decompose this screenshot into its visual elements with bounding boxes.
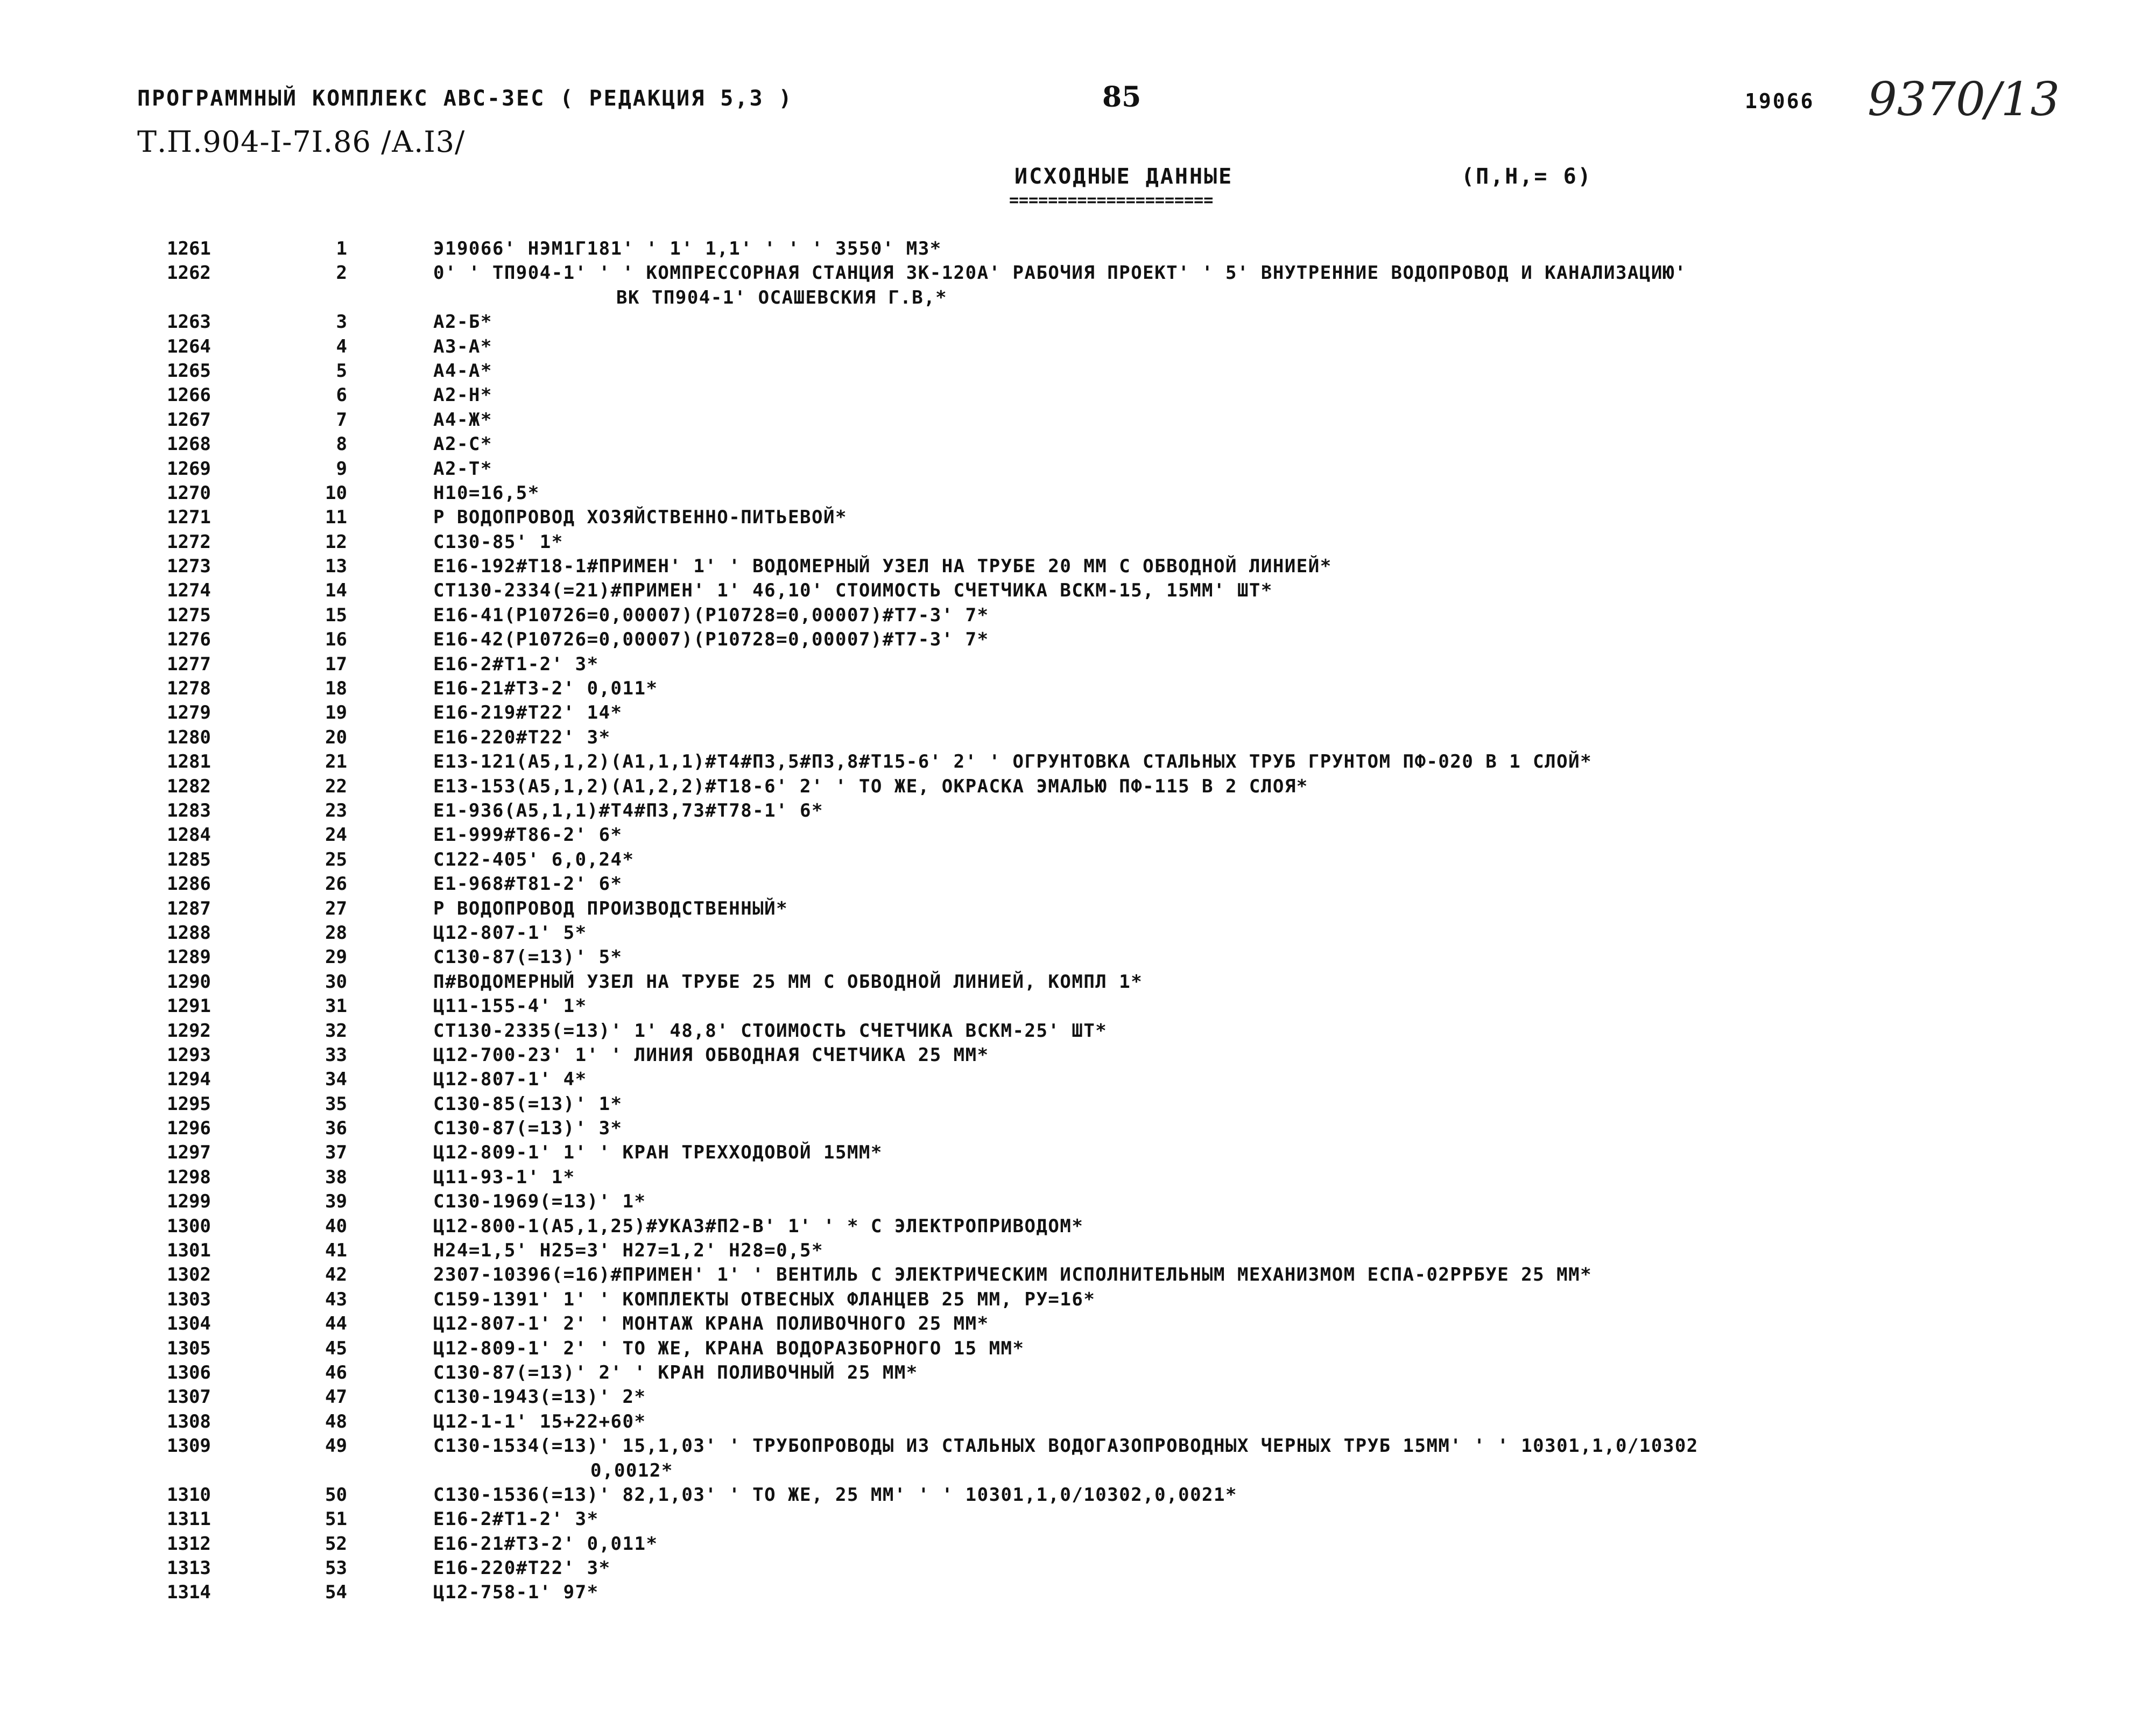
listing-row	[0, 652, 2156, 677]
item-index: 53	[325, 1557, 347, 1579]
item-index: 20	[325, 726, 347, 748]
item-index: 38	[325, 1166, 347, 1188]
listing-row	[0, 530, 2156, 554]
item-index: 32	[325, 1020, 347, 1042]
line-number: 1261	[167, 238, 211, 259]
listing-row	[0, 628, 2156, 652]
listing-row	[0, 726, 2156, 750]
item-index: 4	[336, 335, 347, 357]
record-text: Е16-21#Т3-2' 0,011*	[433, 1533, 658, 1555]
listing-row	[0, 872, 2156, 896]
listing-row	[0, 1019, 2156, 1043]
item-index: 42	[325, 1264, 347, 1286]
record-text: Ц11-155-4' 1*	[433, 995, 587, 1017]
line-number: 1305	[167, 1337, 211, 1359]
record-text: Е13-153(А5,1,2)(А1,2,2)#Т18-6' 2' ' ТО ЖЕ, ОКРАСКА ЭМАЛЬЮ ПФ-115 В 2 СЛОЯ*	[433, 775, 1308, 797]
line-number: 1275	[167, 604, 211, 626]
item-index: 27	[325, 897, 347, 919]
item-index: 19	[325, 702, 347, 724]
listing-row	[0, 1067, 2156, 1092]
item-index: 6	[336, 384, 347, 406]
item-index: 17	[325, 653, 347, 675]
item-index: 35	[325, 1093, 347, 1115]
record-text: Е16-192#Т18-1#ПРИМЕН' 1' ' ВОДОМЕРНЫЙ УЗЕЛ НА ТРУБЕ 20 ММ С ОБВОДНОЙ ЛИНИЕЙ*	[433, 556, 1332, 578]
item-index: 37	[325, 1142, 347, 1164]
item-index: 52	[325, 1533, 347, 1555]
record-text: Ц12-758-1' 97*	[433, 1582, 599, 1604]
item-index: 30	[325, 971, 347, 993]
line-number: 1273	[167, 556, 211, 578]
record-text: А4-Ж*	[433, 409, 492, 431]
item-index: 29	[325, 946, 347, 968]
item-index: 1	[336, 238, 347, 259]
line-number: 1288	[167, 922, 211, 944]
listing-row	[0, 432, 2156, 456]
listing-row	[0, 1165, 2156, 1190]
listing-row	[0, 1239, 2156, 1263]
item-index: 28	[325, 922, 347, 944]
record-text: Ц12-800-1(А5,1,25)#УКАЗ#П2-В' 1' ' * С ЭЛЕКТРОПРИВОДОМ*	[433, 1215, 1084, 1237]
listing-row	[0, 1361, 2156, 1385]
item-index: 13	[325, 556, 347, 578]
line-number: 1283	[167, 799, 211, 821]
line-number: 1271	[167, 507, 211, 529]
record-text: СТ130-2334(=21)#ПРИМЕН' 1' 46,10' СТОИМОСТЬ СЧЕТЧИКА ВСКМ-15, 15ММ' ШТ*	[433, 580, 1273, 602]
item-index: 8	[336, 433, 347, 455]
record-text: 0' ' ТП904-1' ' ' КОМПРЕССОРНАЯ СТАНЦИЯ ЗК-120А' РАБОЧИЯ ПРОЕКТ' ' 5' ВНУТРЕННИЕ ВОДОПРОВОД И КАНАЛИЗАЦИЮ'	[433, 262, 1687, 284]
item-index: 2	[336, 262, 347, 284]
item-index: 3	[336, 311, 347, 333]
record-text: Ц12-809-1' 2' ' ТО ЖЕ, КРАНА ВОДОРАЗБОРНОГО 15 ММ*	[433, 1337, 1025, 1359]
listing-row	[0, 554, 2156, 579]
listing-row	[0, 799, 2156, 823]
line-number: 1298	[167, 1166, 211, 1188]
item-index: 11	[325, 507, 347, 529]
item-index: 41	[325, 1240, 347, 1262]
record-text: С159-1391' 1' ' КОМПЛЕКТЫ ОТВЕСНЫХ ФЛАНЦЕВ 25 ММ, РУ=16*	[433, 1288, 1096, 1310]
listing-row	[0, 1288, 2156, 1312]
listing-row	[0, 897, 2156, 921]
record-text: Е1-968#Т81-2' 6*	[433, 873, 623, 895]
record-text: Е16-220#Т22' 3*	[433, 726, 611, 748]
line-number: 1280	[167, 726, 211, 748]
program-header: ПРОГРАММНЫЙ КОМПЛЕКС АВС-ЗЕС ( РЕДАКЦИЯ 5,3 )	[137, 86, 793, 111]
line-number: 1307	[167, 1386, 211, 1408]
line-number: 1263	[167, 311, 211, 333]
item-index: 12	[325, 531, 347, 553]
line-number: 1306	[167, 1361, 211, 1383]
record-text: Н10=16,5*	[433, 482, 540, 504]
section-title: ИСХОДНЫЕ ДАННЫЕ	[1014, 164, 1234, 189]
line-number: 1302	[167, 1264, 211, 1286]
line-number: 1300	[167, 1215, 211, 1237]
listing-row	[0, 1483, 2156, 1507]
listing-row	[0, 237, 2156, 261]
handwritten-number: 9370/13	[1868, 73, 2060, 127]
listing-row	[0, 603, 2156, 628]
record-text: А4-А*	[433, 360, 492, 382]
item-index: 24	[325, 824, 347, 846]
record-text: Е16-2#Т1-2' 3*	[433, 1508, 599, 1530]
listing-row	[0, 310, 2156, 334]
item-index: 22	[325, 775, 347, 797]
line-number: 1291	[167, 995, 211, 1017]
listing-row	[0, 750, 2156, 774]
record-text: С130-87(=13)' 3*	[433, 1118, 623, 1140]
line-number: 1287	[167, 897, 211, 919]
listing-row	[0, 1116, 2156, 1141]
record-text: Е16-2#Т1-2' 3*	[433, 653, 599, 675]
listing-row	[0, 1337, 2156, 1361]
record-text: С130-87(=13)' 5*	[433, 946, 623, 968]
record-text: С130-1943(=13)' 2*	[433, 1386, 646, 1408]
item-index: 49	[325, 1435, 347, 1457]
line-number: 1297	[167, 1142, 211, 1164]
line-number: 1284	[167, 824, 211, 846]
listing-row	[0, 1580, 2156, 1605]
line-number: 1269	[167, 458, 211, 480]
line-number: 1276	[167, 629, 211, 651]
item-index: 7	[336, 409, 347, 431]
line-number: 1296	[167, 1118, 211, 1140]
item-index: 54	[325, 1582, 347, 1604]
record-text: Ц12-807-1' 5*	[433, 922, 587, 944]
record-text: Ц12-700-23' 1' ' ЛИНИЯ ОБВОДНАЯ СЧЕТЧИКА 25 ММ*	[433, 1044, 989, 1066]
item-index: 47	[325, 1386, 347, 1408]
line-number: 1262	[167, 262, 211, 284]
line-number: 1281	[167, 751, 211, 773]
line-number: 1312	[167, 1533, 211, 1555]
line-number: 1293	[167, 1044, 211, 1066]
record-text: Е16-219#Т22' 14*	[433, 702, 623, 724]
record-text: С130-1536(=13)' 82,1,03' ' ТО ЖЕ, 25 ММ' ' ' 10301,1,0/10302,0,0021*	[433, 1484, 1237, 1506]
record-text: Э19066' НЭМ1Г181' ' 1' 1,1' ' ' ' 3550' М3*	[433, 238, 942, 259]
listing-row	[0, 970, 2156, 994]
listing-row	[0, 505, 2156, 530]
record-text: А2-С*	[433, 433, 492, 455]
listing-row	[0, 1434, 2156, 1458]
listing-row	[0, 1410, 2156, 1434]
line-number: 1289	[167, 946, 211, 968]
item-index: 23	[325, 799, 347, 821]
record-text: Е16-42(Р10726=0,00007)(Р10728=0,00007)#Т7-3' 7*	[433, 629, 989, 651]
line-number: 1299	[167, 1191, 211, 1213]
item-index: 34	[325, 1069, 347, 1091]
line-number: 1268	[167, 433, 211, 455]
record-text: А2-Т*	[433, 458, 492, 480]
item-index: 46	[325, 1361, 347, 1383]
record-text: Ц12-1-1' 15+22+60*	[433, 1410, 646, 1432]
parameters: (П,Н,= 6)	[1461, 164, 1593, 189]
record-text: Н24=1,5' Н25=3' Н27=1,2' Н28=0,5*	[433, 1240, 824, 1262]
listing-row	[0, 994, 2156, 1018]
listing-row	[0, 579, 2156, 603]
listing-continuation-line	[0, 1459, 2156, 1483]
listing-row	[0, 408, 2156, 432]
line-number: 1314	[167, 1582, 211, 1604]
page-number: 85	[1102, 81, 1142, 114]
record-text: Е1-936(А5,1,1)#Т4#П3,73#Т78-1' 6*	[433, 799, 824, 821]
line-number: 1292	[167, 1020, 211, 1042]
record-text: Ц11-93-1' 1*	[433, 1166, 575, 1188]
listing-row	[0, 823, 2156, 847]
listing-row	[0, 677, 2156, 701]
record-text: Ц12-807-1' 4*	[433, 1069, 587, 1091]
listing-row	[0, 1507, 2156, 1532]
record-text: С130-1534(=13)' 15,1,03' ' ТРУБОПРОВОДЫ ИЗ СТАЛЬНЫХ ВОДОГАЗОПРОВОДНЫХ ЧЕРНЫХ ТРУБ 15ММ' ' ' 10301,1,0/10302	[433, 1435, 1699, 1457]
data-listing	[0, 237, 2156, 1605]
item-index: 33	[325, 1044, 347, 1066]
line-number: 1311	[167, 1508, 211, 1530]
item-index: 39	[325, 1191, 347, 1213]
item-index: 26	[325, 873, 347, 895]
line-number: 1308	[167, 1410, 211, 1432]
record-text: Е16-220#Т22' 3*	[433, 1557, 611, 1579]
line-number: 1267	[167, 409, 211, 431]
record-text: Е16-21#Т3-2' 0,011*	[433, 678, 658, 700]
line-number: 1304	[167, 1313, 211, 1335]
record-text: А2-Б*	[433, 311, 492, 333]
item-index: 50	[325, 1484, 347, 1506]
record-text: А2-Н*	[433, 384, 492, 406]
line-number: 1303	[167, 1288, 211, 1310]
record-text: С130-1969(=13)' 1*	[433, 1191, 646, 1213]
document-code: 19066	[1745, 89, 1815, 113]
record-text: П#ВОДОМЕРНЫЙ УЗЕЛ НА ТРУБЕ 25 ММ С ОБВОДНОЙ ЛИНИЕЙ, КОМПЛ 1*	[433, 971, 1143, 993]
item-index: 9	[336, 458, 347, 480]
listing-row	[0, 1312, 2156, 1336]
line-number: 1266	[167, 384, 211, 406]
line-number: 1310	[167, 1484, 211, 1506]
listing-row	[0, 848, 2156, 872]
record-text: Е16-41(Р10726=0,00007)(Р10728=0,00007)#Т7-3' 7*	[433, 604, 989, 626]
record-text: Р ВОДОПРОВОД ХОЗЯЙСТВЕННО-ПИТЬЕВОЙ*	[433, 507, 847, 529]
line-number: 1272	[167, 531, 211, 553]
record-text: 0,0012*	[590, 1459, 673, 1481]
listing-row	[0, 701, 2156, 725]
line-number: 1313	[167, 1557, 211, 1579]
item-index: 18	[325, 678, 347, 700]
item-index: 51	[325, 1508, 347, 1530]
listing-row	[0, 775, 2156, 799]
record-text: С130-85' 1*	[433, 531, 563, 553]
item-index: 40	[325, 1215, 347, 1237]
title-underline: =====================	[1009, 191, 1214, 210]
listing-continuation-line	[0, 286, 2156, 310]
line-number: 1286	[167, 873, 211, 895]
line-number: 1295	[167, 1093, 211, 1115]
listing-row	[0, 1556, 2156, 1580]
listing-row	[0, 1214, 2156, 1239]
line-number: 1290	[167, 971, 211, 993]
item-index: 16	[325, 629, 347, 651]
line-number: 1285	[167, 848, 211, 870]
listing-row	[0, 383, 2156, 408]
line-number: 1278	[167, 678, 211, 700]
item-index: 5	[336, 360, 347, 382]
record-text: С122-405' 6,0,24*	[433, 848, 635, 870]
listing-row	[0, 1141, 2156, 1165]
line-number: 1279	[167, 702, 211, 724]
line-number: 1264	[167, 335, 211, 357]
item-index: 45	[325, 1337, 347, 1359]
item-index: 25	[325, 848, 347, 870]
listing-row	[0, 1190, 2156, 1214]
item-index: 21	[325, 751, 347, 773]
item-index: 48	[325, 1410, 347, 1432]
listing-row	[0, 359, 2156, 383]
listing-row	[0, 261, 2156, 285]
item-index: 14	[325, 580, 347, 602]
record-text: А3-А*	[433, 335, 492, 357]
record-text: С130-87(=13)' 2' ' КРАН ПОЛИВОЧНЫЙ 25 ММ*	[433, 1361, 918, 1383]
item-index: 31	[325, 995, 347, 1017]
item-index: 15	[325, 604, 347, 626]
line-number: 1274	[167, 580, 211, 602]
listing-row	[0, 1532, 2156, 1556]
listing-row	[0, 335, 2156, 359]
record-text: СТ130-2335(=13)' 1' 48,8' СТОИМОСТЬ СЧЕТЧИКА ВСКМ-25' ШТ*	[433, 1020, 1108, 1042]
line-number: 1282	[167, 775, 211, 797]
item-index: 36	[325, 1118, 347, 1140]
record-text: Ц12-809-1' 1' ' КРАН ТРЕХХОДОВОЙ 15ММ*	[433, 1142, 883, 1164]
line-number: 1270	[167, 482, 211, 504]
listing-row	[0, 1385, 2156, 1409]
document-designation: Т.П.904-I-7I.86 /А.I3/	[137, 125, 466, 159]
listing-row	[0, 921, 2156, 945]
record-text: Ц12-807-1' 2' ' МОНТАЖ КРАНА ПОЛИВОЧНОГО 25 ММ*	[433, 1313, 989, 1335]
record-text: Е1-999#Т86-2' 6*	[433, 824, 623, 846]
item-index: 44	[325, 1313, 347, 1335]
item-index: 10	[325, 482, 347, 504]
line-number: 1277	[167, 653, 211, 675]
record-text: Р ВОДОПРОВОД ПРОИЗВОДСТВЕННЫЙ*	[433, 897, 788, 919]
item-index: 43	[325, 1288, 347, 1310]
record-text: Е13-121(А5,1,2)(А1,1,1)#Т4#П3,5#П3,8#Т15-6' 2' ' ОГРУНТОВКА СТАЛЬНЫХ ТРУБ ГРУНТОМ ПФ-020 В 1 СЛОЙ*	[433, 751, 1593, 773]
line-number: 1265	[167, 360, 211, 382]
listing-row	[0, 1092, 2156, 1116]
listing-row	[0, 1263, 2156, 1287]
line-number: 1294	[167, 1069, 211, 1091]
record-text: 2307-10396(=16)#ПРИМЕН' 1' ' ВЕНТИЛЬ С ЭЛЕКТРИЧЕСКИМ ИСПОЛНИТЕЛЬНЫМ МЕХАНИЗМОМ ЕСПА-02РРБУЕ 25 ММ*	[433, 1264, 1593, 1286]
record-text: ВК ТП904-1' ОСАШЕВСКИЯ Г.В,*	[616, 286, 948, 308]
line-number: 1309	[167, 1435, 211, 1457]
listing-row	[0, 945, 2156, 970]
line-number: 1301	[167, 1240, 211, 1262]
record-text: С130-85(=13)' 1*	[433, 1093, 623, 1115]
listing-row	[0, 1043, 2156, 1067]
listing-row	[0, 457, 2156, 481]
listing-row	[0, 481, 2156, 505]
